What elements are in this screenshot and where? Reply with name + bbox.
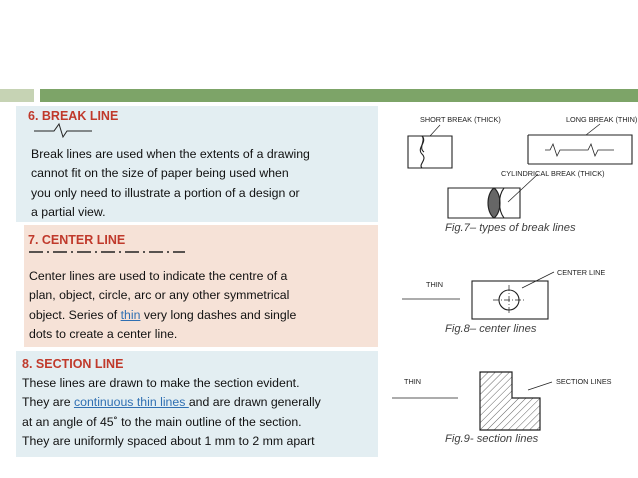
- center-line-symbol: [29, 250, 185, 254]
- section-line-text-post: and are drawn generally: [188, 395, 321, 410]
- center-line-text-line: [29, 306, 361, 325]
- section-lines-diagram: [392, 362, 638, 438]
- center-line-text-line: Center lines are used to indicate the centre of a: [29, 269, 288, 283]
- fig8-caption: Fig.8– center lines: [445, 323, 537, 335]
- continuous-thin-lines-link[interactable]: continuous thin lines: [73, 395, 189, 410]
- fig7-caption: Fig.7– types of break lines: [445, 222, 576, 234]
- center-line-text-pre: object. Series of: [29, 307, 121, 322]
- short-break-label: SHORT BREAK (THICK): [420, 115, 501, 124]
- section-lines-label: SECTION LINES: [556, 377, 612, 386]
- break-line-text-line: you only need to illustrate a portion of a design or: [31, 185, 300, 200]
- center-line-text-line: dots to create a center line.: [29, 326, 178, 341]
- break-line-symbol: [34, 122, 94, 138]
- center-line-diagram: [402, 265, 638, 325]
- section-line-text: [22, 374, 368, 451]
- thin-link[interactable]: thin: [120, 307, 141, 322]
- section-line-text-line: [22, 393, 368, 412]
- decor-bar-left: [0, 89, 34, 102]
- center-line-text-line: plan, object, circle, arc or any other symmetrical: [29, 288, 290, 303]
- center-line-title: 7. CENTER LINE: [28, 233, 126, 247]
- long-break-label: LONG BREAK (THIN): [566, 115, 638, 124]
- section-line-title: 8. SECTION LINE: [22, 357, 124, 371]
- section-line-text-line: at an angle of 45˚ to the main outline of the section.: [22, 414, 302, 429]
- section-line-text-line: These lines are drawn to make the section evident.: [22, 376, 300, 390]
- center-line-text-post: very long dashes and single: [140, 307, 297, 322]
- break-lines-diagram: [400, 122, 638, 224]
- cylindrical-break-label: CYLINDRICAL BREAK (THICK): [501, 169, 605, 178]
- section-thin-label: THIN: [404, 377, 422, 386]
- break-line-text-line: Break lines are used when the extents of a drawing: [31, 147, 310, 161]
- fig9-caption: Fig.9- section lines: [445, 433, 539, 445]
- break-line-text: [31, 145, 358, 222]
- center-line-text: [29, 267, 361, 344]
- break-line-text-line: cannot fit on the size of paper being used when: [31, 166, 289, 181]
- break-line-text-line: a partial view.: [31, 204, 106, 219]
- center-line-label: CENTER LINE: [557, 268, 606, 277]
- section-line-text-line: They are uniformly spaced about 1 mm to 2 mm apart: [22, 433, 315, 448]
- section-line-text-pre: They are: [22, 395, 74, 410]
- break-line-title: 6. BREAK LINE: [28, 109, 119, 123]
- decor-bar-main: [40, 89, 638, 102]
- center-thin-label: THIN: [426, 280, 444, 289]
